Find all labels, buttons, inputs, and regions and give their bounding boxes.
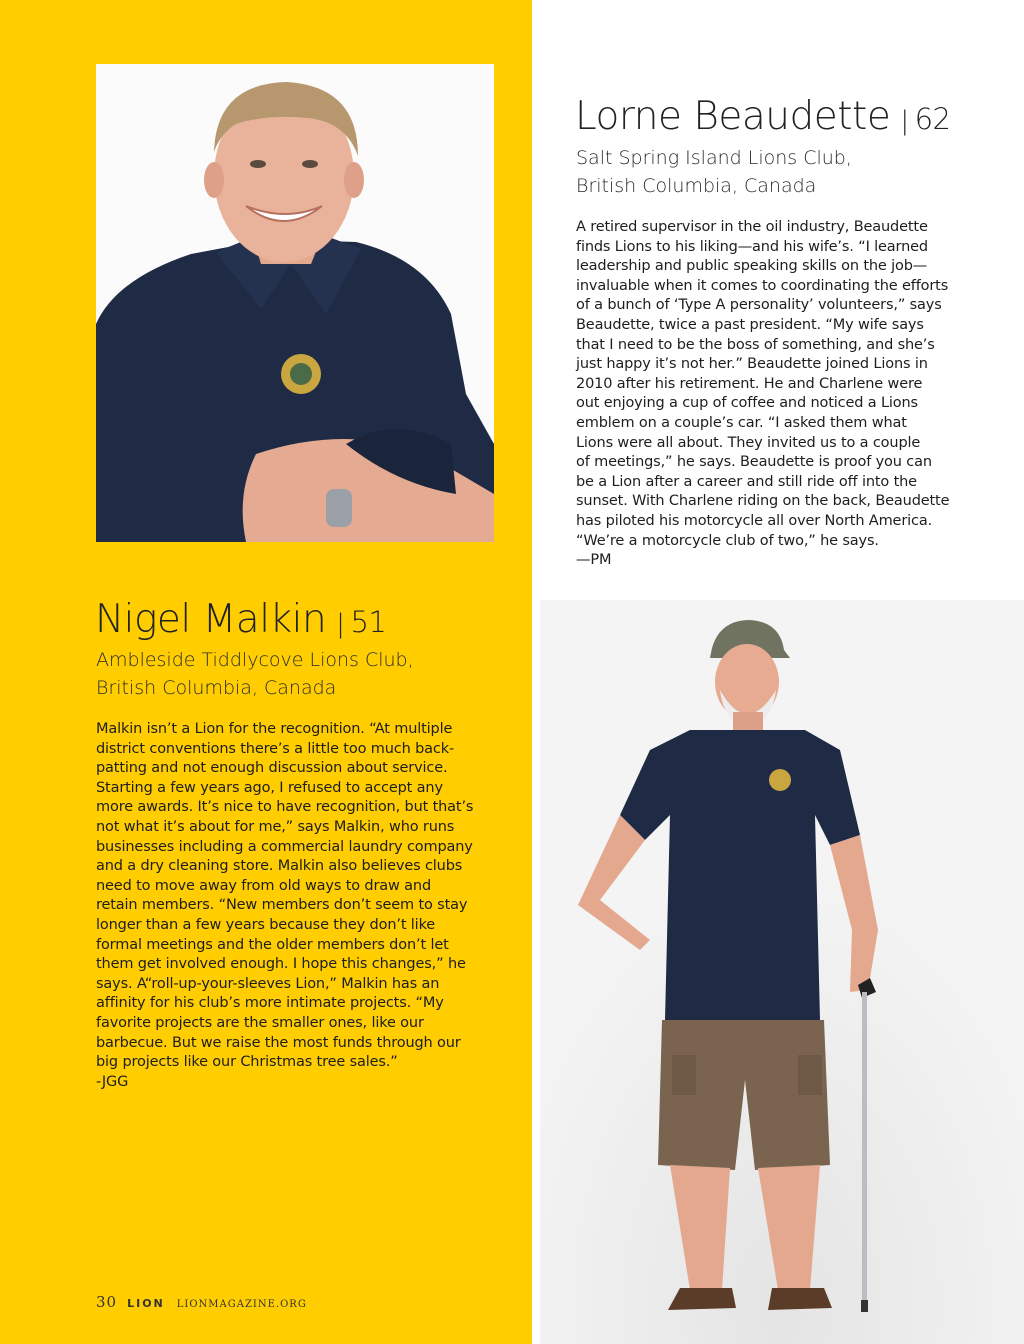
name-age-separator: | — [336, 609, 345, 639]
lorne-name: Lorne Beaudette — [575, 94, 891, 139]
nigel-bio-line: businesses including a commercial laundry company — [96, 838, 473, 855]
lorne-bio — [576, 218, 996, 571]
nigel-bio-line: not what it’s about for me,” says Malkin, who runs — [96, 818, 455, 835]
lorne-bio-line: be a Lion after a career and still ride off into the — [576, 473, 917, 490]
nigel-bio-line: affinity for his club’s more intimate projects. “My — [96, 995, 444, 1012]
lorne-bio-line: invaluable when it comes to coordinating the efforts — [576, 277, 949, 294]
nigel-bio-line: patting and not enough discussion about service. — [96, 760, 448, 777]
lorne-bio-line: leadership and public speaking skills on the job— — [576, 258, 928, 275]
lorne-bio-line: that I need to be the boss of something, and she’s — [576, 336, 935, 353]
nigel-bio-line: need to move away from old ways to draw and — [96, 877, 432, 894]
lorne-bio-line: 2010 after his retirement. He and Charlene were — [576, 375, 923, 392]
lorne-bio-signature: —PM — [576, 552, 612, 569]
lorne-bio-line: “We’re a motorcycle club of two,” he says. — [576, 532, 879, 549]
lorne-bio-line: sunset. With Charlene riding on the back, Beaudette — [576, 493, 950, 510]
nigel-bio-line: and a dry cleaning store. Malkin also believes clubs — [96, 858, 463, 875]
lorne-club-line: Salt Spring Island Lions Club, — [576, 147, 852, 169]
nigel-name-heading — [95, 597, 386, 642]
lorne-bio-line: out enjoying a cup of coffee and noticed a Lions — [576, 395, 918, 412]
nigel-bio — [96, 720, 516, 1092]
magazine-name: LION — [127, 1297, 165, 1310]
lorne-bio-line: just happy it’s not her.” Beaudette joined Lions in — [576, 356, 928, 373]
lorne-age: 62 — [914, 102, 951, 136]
lorne-bio-line: Lions were all about. They invited us to a couple — [576, 434, 921, 451]
name-age-separator: | — [900, 106, 909, 136]
lorne-bio-line: of a bunch of ‘Type A personality’ volunteers,” says — [576, 297, 942, 314]
lorne-club-info — [576, 144, 852, 200]
lorne-name-heading — [575, 94, 951, 139]
nigel-bio-line: more awards. It’s nice to have recognition, but that’s — [96, 799, 474, 816]
lorne-bio-line: of meetings,” he says. Beaudette is proof you can — [576, 454, 932, 471]
nigel-bio-line: barbecue. But we raise the most funds through our — [96, 1034, 461, 1051]
nigel-bio-line: favorite projects are the smaller ones, like our — [96, 1014, 424, 1031]
nigel-name: Nigel Malkin — [95, 597, 327, 642]
page-number: 30 — [96, 1293, 118, 1311]
nigel-bio-line: says. A“roll-up-your-sleeves Lion,” Malkin has an — [96, 975, 440, 992]
lorne-bio-line: has piloted his motorcycle all over North America. — [576, 512, 933, 529]
lorne-bio-line: A retired supervisor in the oil industry, Beaudette — [576, 219, 928, 235]
lorne-bio-line: Beaudette, twice a past president. “My wife says — [576, 316, 924, 333]
nigel-club-info — [96, 646, 414, 702]
nigel-bio-line: Starting a few years ago, I refused to accept any — [96, 779, 443, 796]
nigel-bio-line: district conventions there’s a little too much back- — [96, 740, 455, 757]
nigel-bio-line: longer than a few years because they don’t like — [96, 916, 436, 933]
nigel-bio-signature: -JGG — [96, 1073, 129, 1090]
nigel-malkin-photo — [540, 600, 1024, 1344]
nigel-bio-line: formal meetings and the older members don’t let — [96, 936, 449, 953]
lorne-club-line: British Columbia, Canada — [576, 175, 817, 197]
nigel-bio-line: Malkin isn’t a Lion for the recognition. “At multiple — [96, 721, 453, 737]
lorne-beaudette-photo — [96, 64, 494, 542]
lorne-bio-line: finds Lions to his liking—and his wife’s. “I learned — [576, 238, 928, 255]
nigel-bio-line: retain members. “New members don’t seem to stay — [96, 897, 468, 914]
nigel-club-line: British Columbia, Canada — [96, 677, 337, 699]
page-footer — [96, 1293, 307, 1313]
nigel-bio-line: big projects like our Christmas tree sales.” — [96, 1054, 398, 1071]
nigel-age: 51 — [350, 605, 387, 639]
nigel-bio-line: them get involved enough. I hope this changes,” he — [96, 956, 466, 973]
website-link[interactable]: LIONMAGAZINE.ORG — [176, 1299, 307, 1310]
nigel-club-line: Ambleside Tiddlycove Lions Club, — [96, 649, 414, 671]
lorne-bio-line: emblem on a couple’s car. “I asked them what — [576, 414, 907, 431]
